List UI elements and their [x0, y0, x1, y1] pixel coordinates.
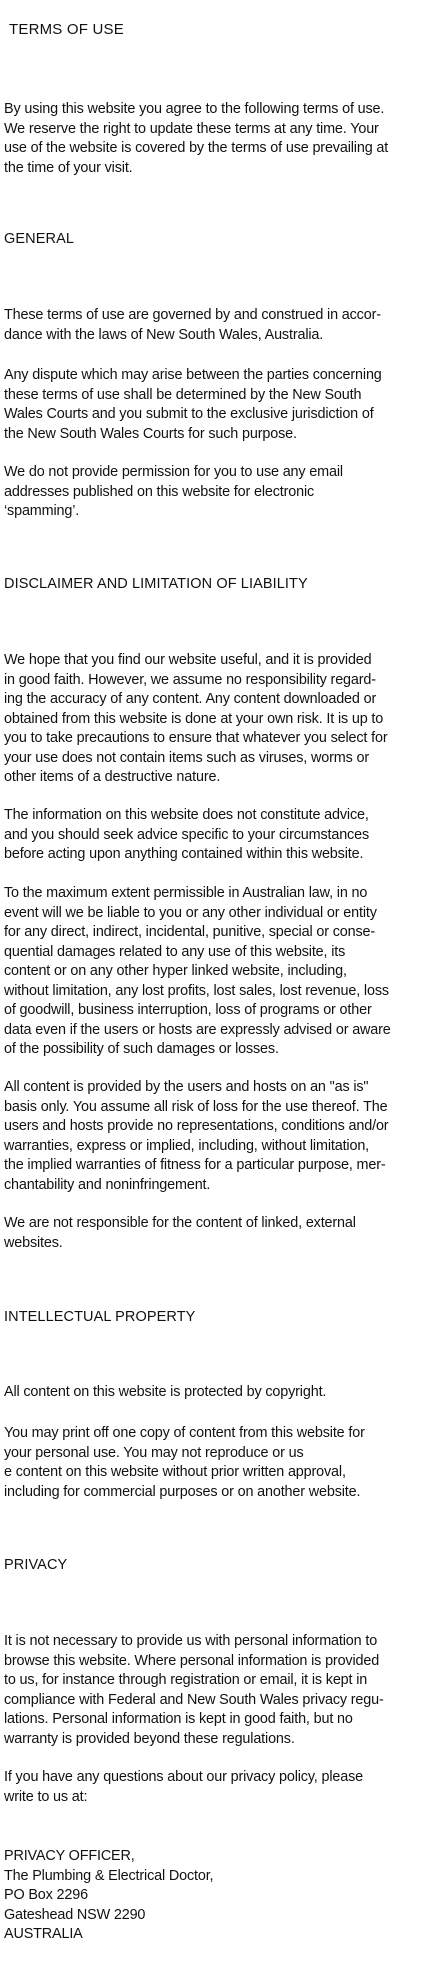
text-line: warranties, express or implied, including, without limitation, [4, 1137, 370, 1154]
address-line: PO Box 2296 [4, 1887, 88, 1903]
text-line: event will we be liable to you or any other individual or entity [4, 904, 377, 921]
text-line: We do not provide permission for you to use any email [4, 464, 343, 480]
intellectual-property-paragraph [4, 1383, 436, 1403]
text-line: All content is provided by the users and hosts on an "as is" [4, 1079, 369, 1095]
disclaimer-paragraph [4, 806, 436, 865]
text-line: without limitation, any lost profits, lost sales, lost revenue, loss [4, 982, 389, 999]
text-line: these terms of use shall be determined by the New South [4, 386, 362, 403]
text-line: for any direct, indirect, incidental, punitive, special or conse- [4, 924, 375, 940]
text-line: dance with the laws of New South Wales, Australia. [4, 326, 324, 343]
general-paragraph [4, 306, 436, 345]
text-line: To the maximum extent permissible in Australian law, in no [4, 885, 368, 901]
section-heading-privacy: PRIVACY [4, 1557, 68, 1573]
text-line: We are not responsible for the content of linked, external [4, 1215, 356, 1231]
section-heading-disclaimer: DISCLAIMER AND LIMITATION OF LIABILITY [4, 576, 308, 592]
text-line: It is not necessary to provide us with personal information to [4, 1633, 378, 1649]
text-line: If you have any questions about our privacy policy, please [4, 1769, 364, 1785]
disclaimer-paragraph [4, 651, 436, 788]
text-line: you to take precautions to ensure that whatever you select for [4, 730, 388, 746]
text-line: your personal use. You may not reproduce or us [4, 1444, 304, 1461]
text-line: to us, for instance through registration or email, it is kept in [4, 1672, 368, 1688]
text-line: lations. Personal information is kept in good faith, but no [4, 1711, 353, 1727]
text-line: quential damages related to any use of this website, its [4, 943, 346, 960]
text-line: other items of a destructive nature. [4, 769, 221, 785]
disclaimer-paragraph [4, 1214, 436, 1253]
text-line: websites. [4, 1234, 63, 1251]
section-heading-general: GENERAL [4, 231, 74, 247]
text-line: the New South Wales Courts for such purpose. [4, 425, 297, 442]
address-line: The Plumbing & Electrical Doctor, [4, 1867, 214, 1884]
text-line: We reserve the right to update these terms at any time. Your [4, 120, 379, 137]
text-line: addresses published on this website for electronic [4, 483, 315, 500]
text-line: content or on any other hyper linked website, including, [4, 963, 347, 979]
text-line: By using this website you agree to the following terms of use. [4, 101, 385, 117]
text-line: Any dispute which may arise between the parties concerning [4, 367, 382, 383]
text-line: basis only. You assume all risk of loss for the use thereof. The [4, 1098, 388, 1115]
text-line: of goodwill, business interruption, loss of programs or other [4, 1002, 372, 1018]
text-line: compliance with Federal and New South Wales privacy regu- [4, 1691, 384, 1708]
text-line: warranty is provided beyond these regulations. [4, 1730, 295, 1747]
text-line: The information on this website does not constitute advice, [4, 807, 369, 823]
text-line: data even if the users or hosts are expressly advised or aware [4, 1021, 391, 1038]
text-line: ing the accuracy of any content. Any content downloaded or [4, 691, 377, 707]
text-line: We hope that you find our website useful, and it is provided [4, 652, 372, 668]
text-line: the time of your visit. [4, 159, 133, 176]
text-line: in good faith. However, we assume no responsibility regard- [4, 671, 376, 688]
text-line: obtained from this website is done at your own risk. It is up to [4, 710, 384, 727]
text-line: before acting upon anything contained within this website. [4, 846, 364, 862]
text-line: your use does not contain items such as viruses, worms or [4, 749, 369, 766]
text-line: write to us at: [4, 1788, 88, 1805]
text-line: Wales Courts and you submit to the exclusive jurisdiction of [4, 406, 374, 422]
text-line: of the possibility of such damages or losses. [4, 1041, 279, 1057]
text-line: users and hosts provide no representations, conditions and/or [4, 1118, 389, 1134]
text-line: These terms of use are governed by and construed in accor- [4, 307, 381, 323]
text-line: including for commercial purposes or on another website. [4, 1483, 361, 1500]
text-line: and you should seek advice specific to your circumstances [4, 826, 369, 843]
privacy-paragraph [4, 1768, 436, 1807]
privacy-paragraph [4, 1632, 436, 1749]
address-line: Gateshead NSW 2290 [4, 1906, 146, 1923]
general-paragraph [4, 366, 436, 444]
general-paragraph [4, 463, 436, 522]
text-line: All content on this website is protected by copyright. [4, 1384, 327, 1400]
intro-paragraph [4, 100, 436, 178]
address-line: PRIVACY OFFICER, [4, 1848, 135, 1864]
privacy-contact-address [4, 1847, 436, 1945]
section-heading-intellectual-property: INTELLECTUAL PROPERTY [4, 1309, 196, 1325]
text-line: You may print off one copy of content from this website for [4, 1425, 365, 1441]
page-title: TERMS OF USE [9, 21, 124, 38]
disclaimer-paragraph [4, 884, 436, 1060]
address-line: AUSTRALIA [4, 1926, 83, 1942]
text-line: e content on this website without prior written approval, [4, 1464, 346, 1480]
text-line: chantability and noninfringement. [4, 1176, 211, 1193]
text-line: the implied warranties of fitness for a particular purpose, mer- [4, 1157, 386, 1173]
intellectual-property-paragraph [4, 1424, 436, 1502]
disclaimer-paragraph [4, 1078, 436, 1195]
text-line: ‘spamming’. [4, 503, 80, 519]
text-line: browse this website. Where personal information is provided [4, 1652, 380, 1669]
text-line: use of the website is covered by the terms of use prevailing at [4, 140, 389, 156]
